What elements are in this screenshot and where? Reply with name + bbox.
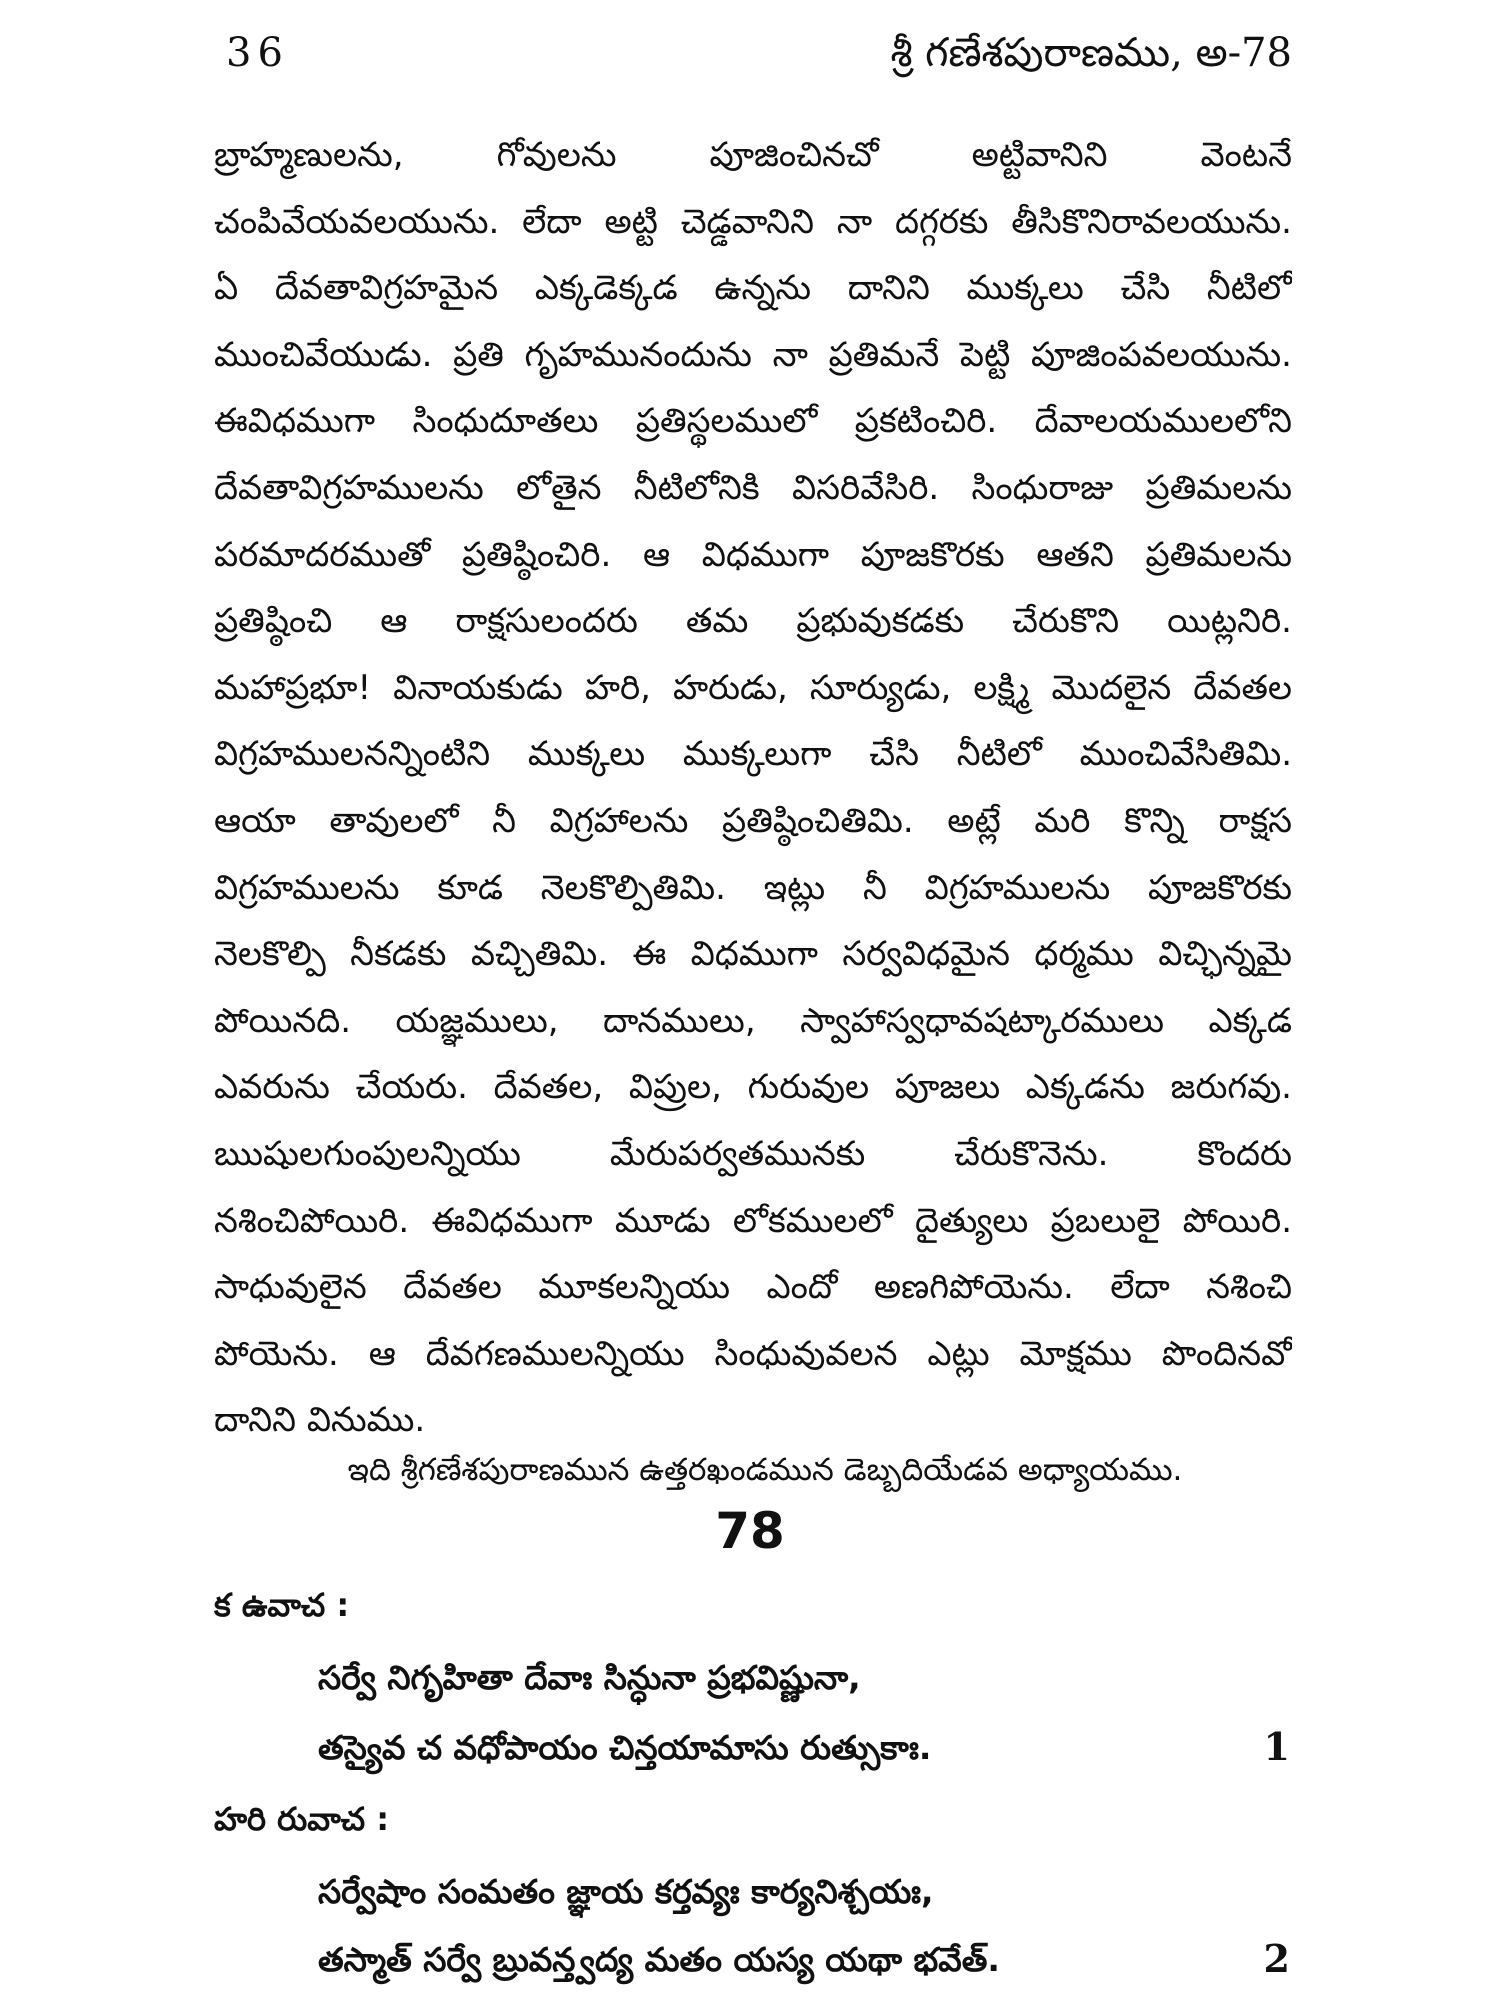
chapter-colophon: ఇది శ్రీగణేశపురాణమున ఉత్తరఖండమున డెబ్బదియేడవ అధ్యాయము. xyxy=(347,1452,1183,1488)
body-text xyxy=(214,122,1292,1454)
verse-number: 1 xyxy=(1263,1724,1290,1769)
text-line: దేవతావిగ్రహములను లోతైన నీటిలోనికి విసరివేసిరి. సింధురాజు ప్రతిమలను xyxy=(214,467,1292,508)
verse-line: తస్మాత్ సర్వే బ్రువన్త్వద్య మతం యస్య యథా భవేత్. xyxy=(318,1940,1000,1979)
text-line: మహాప్రభూ! వినాయకుడు హరి, హరుడు, సూర్యుడు, లక్ష్మి మొదలైన దేవతల xyxy=(214,667,1292,708)
text-line: విగ్రహములనన్నింటిని ముక్కలు ముక్కలుగా చేసి నీటిలో ముంచివేసితిమి. xyxy=(214,734,1292,775)
text-line: చంపివేయవలయును. లేదా అట్టి చెడ్డవానిని నా దగ్గరకు తీసికొనిరావలయును. xyxy=(214,201,1292,242)
text-line: పోయెను. ఆ దేవగణములన్నియు సింధువువలన ఎట్లు మోక్షము పొందినవో xyxy=(214,1333,1292,1374)
verse-line: తస్యైవ చ వధోపాయం చిన్తయామాసు రుత్సుకాః. xyxy=(318,1728,932,1767)
page-number: 36 xyxy=(226,30,289,76)
page-header xyxy=(226,30,1292,100)
text-line: ఈవిధముగా సింధుదూతలు ప్రతిస్థలములో ప్రకటించిరి. దేవాలయములలోని xyxy=(214,401,1292,442)
speaker-label: హరి రువాచ : xyxy=(214,1800,390,1838)
text-line: నశించిపోయిరి. ఈవిధముగా మూడు లోకములలో దైత్యులు ప్రబలులై పోయిరి. xyxy=(214,1200,1292,1241)
text-line: ఆయా తావులలో నీ విగ్రహాలను ప్రతిష్ఠించితిమి. అట్లే మరి కొన్ని రాక్షస xyxy=(214,800,1292,841)
text-line: ప్రతిష్ఠించి ఆ రాక్షసులందరు తమ ప్రభువుకడకు చేరుకొని యిట్లనిరి. xyxy=(214,601,1292,642)
text-line: పోయినది. యజ్ఞములు, దానములు, స్వాహాస్వధావషట్కారములు ఎక్కడ xyxy=(214,1000,1292,1041)
text-line: బ్రాహ్మణులను, గోవులను పూజించినచో అట్టివానిని వెంటనే xyxy=(214,135,1292,175)
speaker-label: క ఉవాచ : xyxy=(214,1586,350,1624)
text-line: నెలకొల్పి నీకడకు వచ్చితిమి. ఈ విధముగా సర్వవిధమైన ధర్మము విచ్ఛిన్నమై xyxy=(214,934,1292,975)
text-line: పరమాదరముతో ప్రతిష్ఠించిరి. ఆ విధముగా పూజకొరకు ఆతని ప్రతిమలను xyxy=(214,534,1292,575)
chapter-number: 78 xyxy=(715,1502,785,1560)
text-line: ఎవరును చేయరు. దేవతల, విప్రుల, గురువుల పూజలు ఎక్కడను జరుగవు. xyxy=(214,1067,1292,1108)
text-line: ఋషులగుంపులన్నియు మేరుపర్వతమునకు చేరుకొనెను. కొందరు xyxy=(214,1133,1292,1174)
verse-number: 2 xyxy=(1263,1936,1290,1981)
verse-line: సర్వేషాం సంమతం జ్ఞాయ కర్తవ్యః కార్యనిశ్చయః, xyxy=(318,1872,934,1911)
text-line: విగ్రహములను కూడ నెలకొల్పితిమి. ఇట్లు నీ విగ్రహములను పూజకొరకు xyxy=(214,867,1292,908)
text-line: ఏ దేవతావిగ్రహమైన ఎక్కడెక్కడ ఉన్నను దానిని ముక్కలు చేసి నీటిలో xyxy=(214,268,1292,309)
text-line: ముంచివేయుడు. ప్రతి గృహమునందును నా ప్రతిమనే పెట్టి పూజింపవలయును. xyxy=(214,334,1292,375)
text-line: దానిని వినుము. xyxy=(214,1400,426,1441)
running-title: శ్రీ గణేశపురాణము, అ-78 xyxy=(890,30,1292,76)
text-line: సాధువులైన దేవతల మూకలన్నియు ఎందో అణగిపోయెను. లేదా నశించి xyxy=(214,1267,1292,1308)
verse-line: సర్వే నిగృహితా దేవాః సిన్ధునా ప్రభవిష్ణునా, xyxy=(318,1658,861,1697)
